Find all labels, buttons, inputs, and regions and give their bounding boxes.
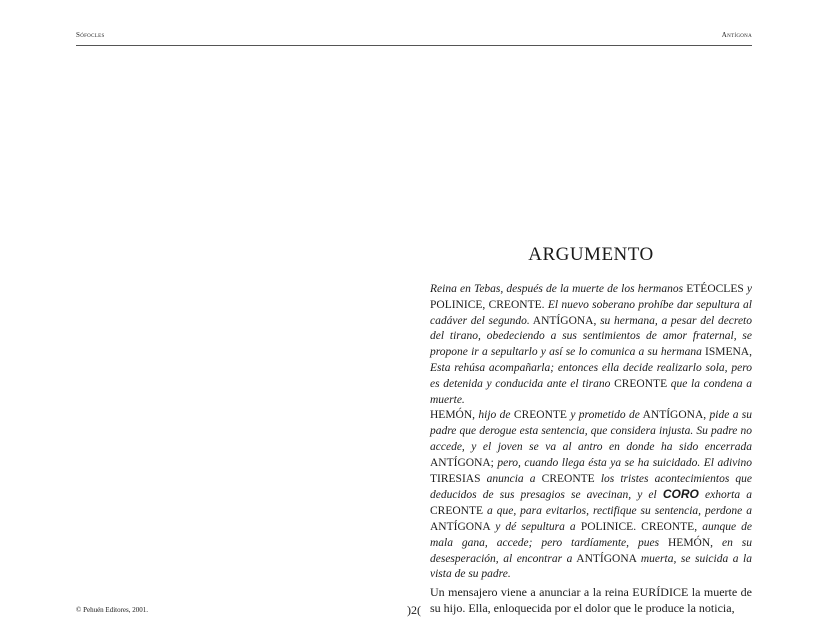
paragraph-2: HEMÓN, hijo de CREONTE y prometido de ANTÍGONA, pide a su padre que derogue esta sentencia, que considera injusta. Su padre no accede, y el joven se va al antro en donde ha sido encerrada ANTÍGONA; pero, cuando llega ésta ya se ha suicidado. El adivino TIRESIAS anuncia a CREONTE los tristes acontecimientos que deducidos de sus presagios se avecinan, y el CORO exhorta a CREONTE a que, para evitarlos, rectifique su sentencia, perdone a ANTÍGONA y dé sepultura a POLINICE. CREONTE, aunque de mala gana, accede; pero tardíamente, pues HEMÓN, en su desesperación, al encontrar a ANTÍGONA muerta, se suicida a la vista de su padre.	[430, 409, 753, 581]
header-work-title: Antígona	[721, 31, 752, 39]
coro-label: CORO	[662, 487, 699, 502]
argument-text	[430, 282, 752, 617]
running-header	[76, 29, 752, 46]
copyright-notice: © Pehuén Editores, 2001.	[76, 606, 149, 614]
page-number: )2(	[407, 603, 421, 617]
paragraph-3: Un mensajero viene a anunciar a la reina EURÍDICE la muerte de su hijo. Ella, enloquecida por el dolor que le produce la noticia,	[430, 585, 752, 616]
paragraph-1: Reina en Tebas, después de la muerte de los hermanos ETÉOCLES y POLINICE, CREONTE. El nuevo soberano prohíbe dar sepultura al cadáver del segundo. ANTÍGONA, su hermana, a pesar del decreto del tirano, obedeciendo a sus sentimientos de amor fraternal, se propone ir a sepultarlo y así se lo comunica a su hermana ISMENA, Esta rehúsa acompañarla; entonces ella decide realizarlo sola, pero es detenida y conducida ante el tirano CREONTE que la condena a muerte.	[430, 283, 753, 406]
section-title: ARGUMENTO	[528, 244, 654, 265]
header-author: Sófocles	[76, 31, 105, 39]
